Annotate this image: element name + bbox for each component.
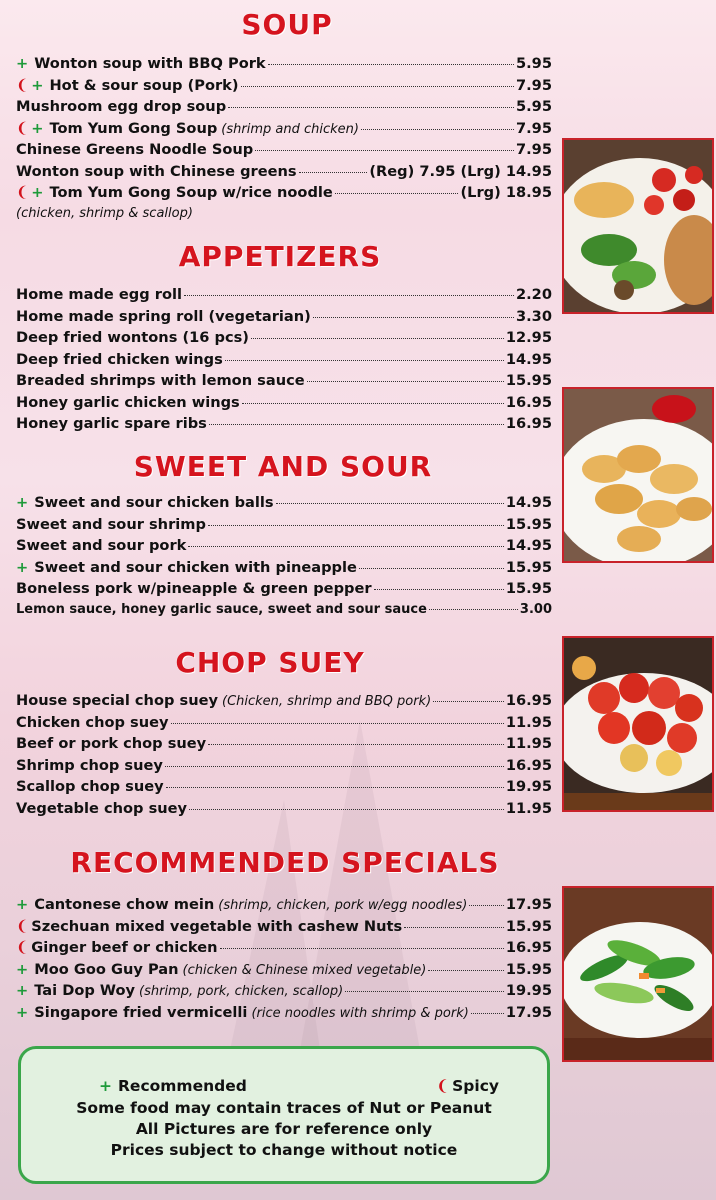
chili-pepper-icon: ❨ [436, 1077, 450, 1095]
menu-item-name [16, 939, 218, 956]
legend-prices-note: Prices subject to change without notice [110, 1141, 458, 1159]
menu-item-row [16, 939, 552, 961]
menu-item-label: Sweet and sour shrimp [16, 515, 206, 533]
menu-item-price: 17.95 [505, 896, 552, 913]
menu-item-row [16, 329, 552, 351]
menu-item-row [16, 778, 552, 800]
legend-spicy [436, 1077, 499, 1099]
menu-item-name [16, 372, 305, 389]
menu-item-name [16, 141, 253, 158]
legend-allergy-note: Some food may contain traces of Nut or Peanut [76, 1099, 492, 1117]
menu-item-price: 15.95 [505, 372, 552, 389]
menu-item-label: House special chop suey [16, 692, 218, 709]
food-photo-mixed-vegetables [562, 886, 714, 1062]
menu-item-row [16, 77, 552, 99]
food-photo-chicken-vegetables [562, 138, 714, 314]
menu-item-name [16, 896, 467, 913]
plus-icon: + [99, 1077, 112, 1095]
menu-item-name [16, 602, 427, 617]
menu-item-label: Chinese Greens Noodle Soup [16, 141, 254, 158]
leader-dots [299, 172, 368, 173]
menu-item-name [16, 351, 223, 368]
menu-item-price: 14.95 [505, 350, 552, 368]
plus-icon: + [16, 982, 29, 999]
menu-item-name [16, 918, 402, 935]
leader-dots [471, 1013, 504, 1014]
menu-item-price: 19.95 [505, 778, 552, 795]
sweet-sour-list [16, 494, 552, 623]
menu-item-price: 15.95 [505, 515, 552, 533]
chili-pepper-icon: ❨ [16, 184, 29, 201]
leader-dots [251, 338, 504, 339]
leader-dots [208, 525, 504, 526]
plus-icon: + [16, 494, 29, 511]
menu-item-price: 7.95 [515, 76, 552, 94]
menu-item-row [16, 494, 552, 516]
leader-dots [208, 744, 504, 745]
menu-item-row [16, 580, 552, 602]
plus-icon: + [16, 55, 29, 72]
menu-item-row [16, 516, 552, 538]
menu-item-price: 17.95 [505, 1003, 552, 1021]
menu-item-name [16, 308, 311, 325]
legend-spicy-label: Spicy [452, 1077, 499, 1095]
menu-item-name [16, 735, 206, 752]
menu-item-price: 16.95 [505, 756, 552, 774]
menu-item-note: (Chicken, shrimp and BBQ pork) [222, 694, 432, 709]
chop-suey-list [16, 692, 552, 821]
leader-dots [165, 766, 504, 767]
menu-item-note: (chicken & Chinese mixed vegetable) [182, 962, 427, 978]
menu-item-row [16, 896, 552, 918]
menu-item-row [16, 141, 552, 163]
leader-dots [361, 129, 514, 130]
menu-item-row [16, 735, 552, 757]
menu-item-label: Sweet and sour chicken balls [34, 494, 274, 511]
section-title-specials: RECOMMENDED SPECIALS [70, 846, 500, 879]
menu-item-price: 7.95 [515, 119, 552, 137]
menu-item-name [16, 184, 333, 201]
leader-dots [171, 723, 504, 724]
menu-item-price: (Reg) 7.95 (Lrg) 14.95 [369, 162, 552, 180]
menu-item-row [16, 286, 552, 308]
menu-item-name [16, 580, 372, 597]
specials-list [16, 896, 552, 1025]
leader-dots [255, 150, 514, 151]
menu-item-note: (shrimp and chicken) [221, 121, 359, 137]
menu-item-label: Breaded shrimps with lemon sauce [16, 372, 305, 389]
menu-item-row [16, 351, 552, 373]
menu-item-row [16, 415, 552, 437]
chili-pepper-icon: ❨ [16, 76, 29, 94]
soup-list [16, 55, 552, 226]
leader-dots [429, 609, 518, 610]
menu-item-name [16, 537, 186, 554]
menu-item-name [16, 800, 187, 817]
leader-dots [220, 948, 504, 949]
leader-dots [307, 381, 504, 382]
plus-icon: + [16, 558, 29, 576]
menu-item-row [16, 184, 552, 206]
leader-dots [184, 295, 514, 296]
menu-item-price: 11.95 [505, 799, 552, 817]
legend-box [18, 1046, 550, 1184]
leader-dots [276, 503, 504, 504]
leader-dots [242, 403, 504, 404]
menu-item-label: Shrimp chop suey [16, 756, 163, 774]
menu-item-label: Boneless pork w/pineapple & green pepper [16, 580, 372, 597]
menu-item-label: Deep fried chicken wings [16, 350, 223, 368]
chili-pepper-icon: ❨ [16, 939, 29, 956]
leader-dots [404, 927, 504, 928]
menu-item-label: Home made spring roll (vegetarian) [16, 307, 311, 325]
leader-dots [225, 360, 504, 361]
section-title-chop-suey: CHOP SUEY [175, 646, 365, 679]
menu-item-price: 3.30 [515, 307, 552, 325]
menu-item-label: Tai Dop Woy [34, 982, 136, 999]
menu-item-name [16, 982, 343, 999]
food-photo-sweet-sour-chicken-balls [562, 636, 714, 812]
menu-item-label: Beef or pork chop suey [16, 735, 207, 752]
menu-item-row [16, 918, 552, 940]
menu-item-row [16, 55, 552, 77]
menu-item-price: 16.95 [505, 939, 552, 956]
menu-item-label: Moo Goo Guy Pan [34, 960, 179, 978]
leader-dots [228, 107, 514, 108]
menu-item-row [16, 372, 552, 394]
menu-item-name [16, 714, 169, 731]
menu-item-name [16, 961, 426, 978]
leader-dots [469, 905, 503, 906]
legend-recommended-label: Recommended [118, 1077, 247, 1095]
menu-item-label: Wonton soup with BBQ Pork [34, 55, 266, 72]
menu-item-row [16, 98, 552, 120]
section-footnote: (chicken, shrimp & scallop) [16, 205, 193, 221]
leader-dots [188, 546, 503, 547]
leader-dots [166, 787, 504, 788]
legend-pictures-note: All Pictures are for reference only [135, 1120, 433, 1138]
leader-dots [359, 568, 504, 569]
menu-item-row [16, 982, 552, 1004]
menu-item-label: Deep fried wontons (16 pcs) [16, 329, 249, 346]
leader-dots [209, 424, 504, 425]
menu-item-price: 5.95 [515, 55, 552, 72]
menu-item-price: 16.95 [505, 692, 552, 709]
appetizers-list [16, 286, 552, 437]
menu-item-label: Cantonese chow mein [34, 896, 215, 913]
menu-item-row [16, 537, 552, 559]
menu-item-row [16, 757, 552, 779]
menu-item-row [16, 308, 552, 330]
menu-item-label: Scallop chop suey [16, 778, 164, 795]
menu-item-name [16, 415, 207, 432]
plus-icon: + [16, 960, 29, 978]
leader-dots [313, 317, 514, 318]
menu-item-row [16, 692, 552, 714]
chili-pepper-icon: ❨ [16, 917, 29, 935]
menu-item-price: 14.95 [505, 537, 552, 554]
menu-item-row [16, 394, 552, 416]
menu-item-note: (rice noodles with shrimp & pork) [251, 1005, 469, 1021]
menu-item-note: (shrimp, pork, chicken, scallop) [139, 984, 344, 999]
menu-item-label: Tom Yum Gong Soup [49, 119, 218, 137]
menu-item-label: Home made egg roll [16, 286, 183, 303]
menu-item-name [16, 559, 357, 576]
plus-icon: + [16, 896, 29, 913]
menu-item-name [16, 757, 163, 774]
menu-item-price: 11.95 [505, 713, 552, 731]
menu-item-name [16, 98, 226, 115]
leader-dots [345, 991, 504, 992]
leader-dots [268, 64, 514, 65]
menu-item-label: Tom Yum Gong Soup w/rice noodle [49, 184, 333, 201]
menu-item-row [16, 602, 552, 624]
menu-item-name [16, 516, 206, 533]
menu-item-row [16, 559, 552, 581]
leader-dots [189, 809, 504, 810]
leader-dots [428, 970, 504, 971]
plus-icon: + [31, 119, 44, 137]
menu-item-price: 16.95 [505, 393, 552, 411]
menu-item-price: 15.95 [505, 580, 552, 597]
menu-item-label: Ginger beef or chicken [31, 939, 218, 956]
menu-item-label: Vegetable chop suey [16, 799, 188, 817]
section-title-soup: SOUP [241, 8, 333, 41]
menu-item-price: (Lrg) 18.95 [460, 184, 552, 201]
menu-item-price: 14.95 [505, 494, 552, 511]
menu-item-name [16, 163, 297, 180]
menu-item-label: Sweet and sour chicken with pineapple [34, 558, 357, 576]
menu-item-price: 2.20 [515, 286, 552, 303]
menu-item-label: Singapore fried vermicelli [34, 1003, 248, 1021]
section-title-appetizers: APPETIZERS [178, 240, 382, 273]
menu-item-price: 12.95 [505, 329, 552, 346]
menu-item-name [16, 778, 164, 795]
section-title-sweet-sour: SWEET AND SOUR [133, 450, 433, 483]
menu-item-label: Chicken chop suey [16, 713, 169, 731]
menu-item-name [16, 55, 266, 72]
menu-item-name [16, 329, 249, 346]
leader-dots [374, 589, 504, 590]
menu-item-row [16, 961, 552, 983]
menu-item-price: 16.95 [505, 415, 552, 432]
menu-item-label: Wonton soup with Chinese greens [16, 162, 297, 180]
menu-item-row [16, 714, 552, 736]
menu-item-label: Szechuan mixed vegetable with cashew Nuts [31, 917, 403, 935]
menu-item-name [16, 1004, 469, 1021]
menu-item-price: 11.95 [505, 735, 552, 752]
plus-icon: + [16, 1003, 29, 1021]
menu-item-name [16, 692, 431, 709]
menu-item-name [16, 394, 240, 411]
menu-item-name [16, 286, 182, 303]
menu-item-row [16, 1004, 552, 1026]
menu-item-label: Lemon sauce, honey garlic sauce, sweet and sour sauce [16, 601, 427, 617]
menu-item-label: Sweet and sour pork [16, 537, 187, 554]
menu-item-price: 3.00 [519, 601, 552, 617]
menu-item-row [16, 800, 552, 822]
menu-item-price: 7.95 [515, 141, 552, 158]
menu-item-price: 15.95 [505, 917, 552, 935]
menu-item-label: Mushroom egg drop soup [16, 98, 227, 115]
food-photo-breaded-shrimp [562, 387, 714, 563]
legend-recommended [99, 1077, 247, 1099]
plus-icon: + [31, 184, 44, 201]
plus-icon: + [31, 76, 44, 94]
menu-item-name [16, 494, 274, 511]
menu-item-note: (shrimp, chicken, pork w/egg noodles) [218, 898, 468, 913]
menu-item-label: Honey garlic chicken wings [16, 393, 240, 411]
menu-item-name [16, 77, 239, 94]
leader-dots [241, 86, 514, 87]
menu-item-price: 15.95 [505, 960, 552, 978]
menu-item-price: 19.95 [505, 982, 552, 999]
leader-dots [335, 193, 459, 194]
menu-item-label: Hot & sour soup (Pork) [49, 76, 239, 94]
leader-dots [433, 701, 504, 702]
chili-pepper-icon: ❨ [16, 119, 29, 137]
menu-item-price: 15.95 [505, 558, 552, 576]
menu-item-row [16, 120, 552, 142]
menu-item-name [16, 120, 359, 137]
menu-item-price: 5.95 [515, 98, 552, 115]
menu-item-label: Honey garlic spare ribs [16, 415, 207, 432]
menu-item-row [16, 163, 552, 185]
